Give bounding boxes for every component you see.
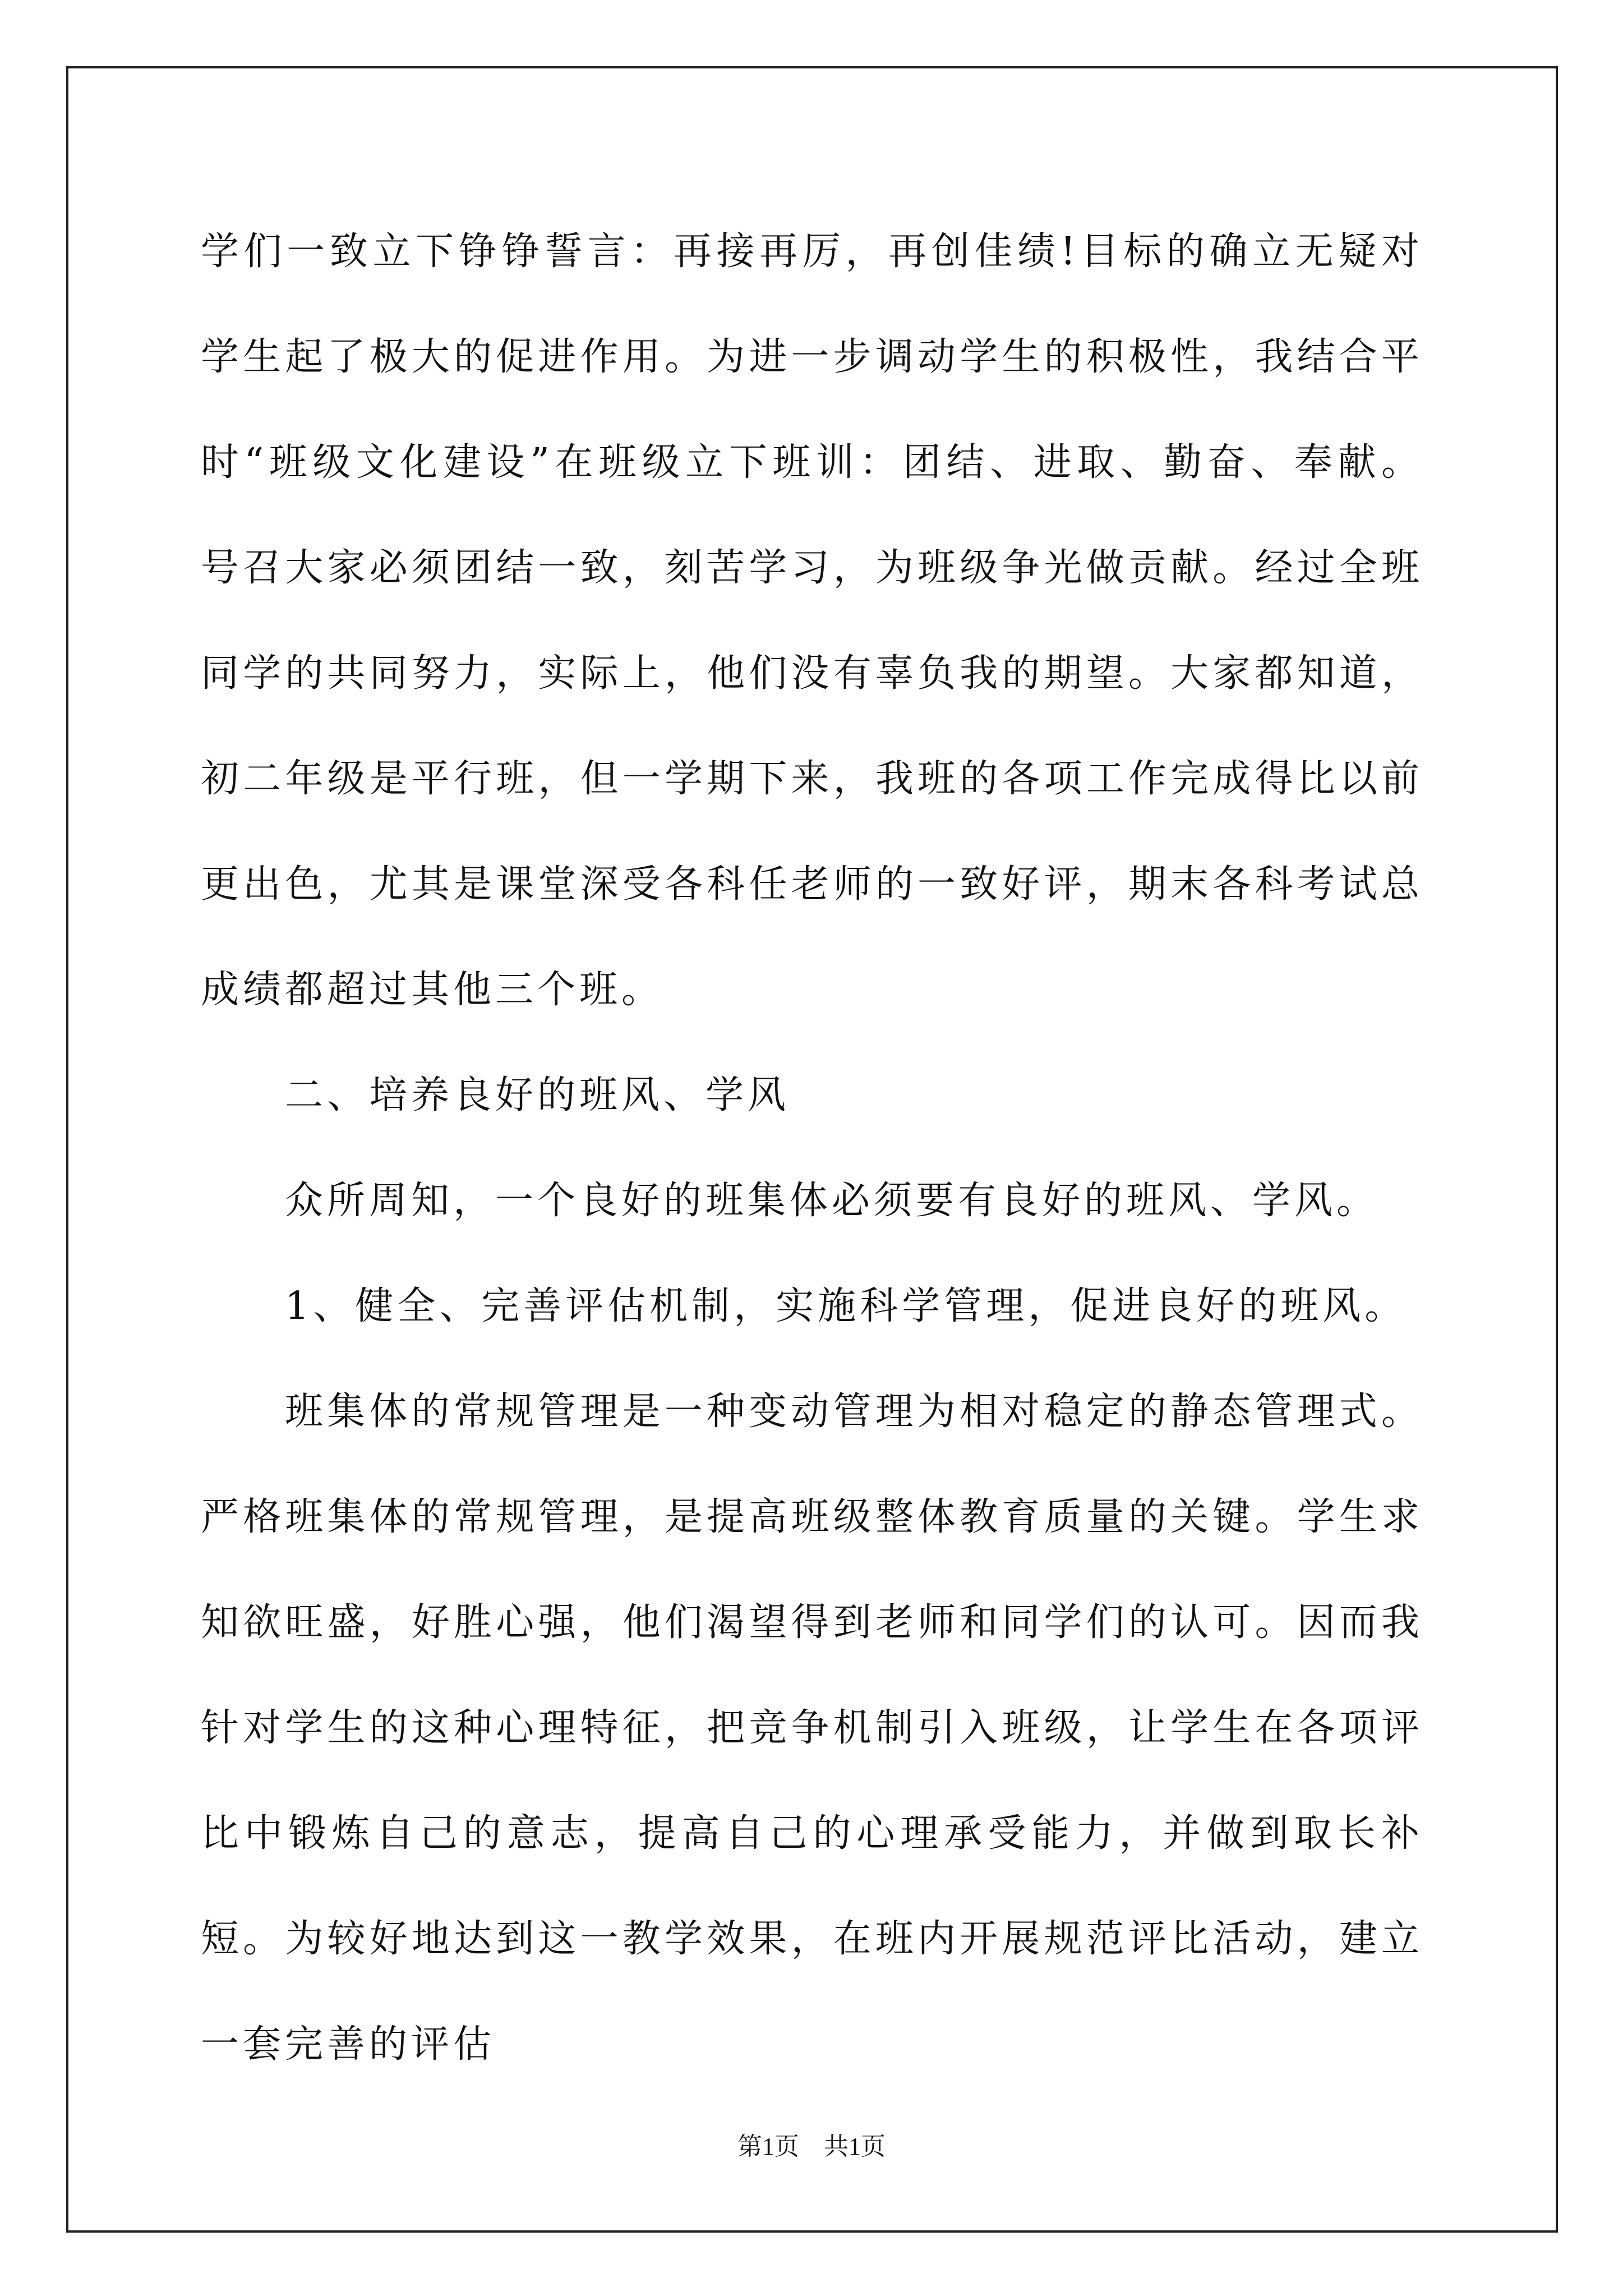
- subsection-heading: 1、健全、完善评估机制，实施科学管理，促进良好的班风。: [285, 1284, 1407, 1328]
- document-body: [201, 199, 1423, 2097]
- section-heading: 二、培养良好的班风、学风: [285, 1073, 790, 1117]
- paragraph-continuation: 学们一致立下铮铮誓言：再接再厉，再创佳绩!目标的确立无疑对学生起了极大的促进作用。为进一步调动学生的积极性，我结合平时“班级文化建设”在班级立下班训：团结、进取、勤奋、奉献。号召大家必须团结一致，刻苦学习，为班级争光做贡献。经过全班同学的共同努力，实际上，他们没有辜负我的期望。大家都知道，初二年级是平行班，但一学期下来，我班的各项工作完成得比以前更出色，尤其是课堂深受各科任老师的一致好评，期末各科考试总成绩都超过其他三个班。: [201, 229, 1424, 1012]
- page-footer: 第1页 共1页: [737, 2133, 886, 2160]
- paragraph-body: 班集体的常规管理是一种变动管理为相对稳定的静态管理式。严格班集体的常规管理，是提高班级整体教育质量的关键。学生求知欲旺盛，好胜心强，他们渴望得到老师和同学们的认可。因而我针对学生的这种心理特征，把竞争机制引入班级，让学生在各项评比中锻炼自己的意志，提高自己的心理承受能力，并做到取长补短。为较好地达到这一教学效果，在班内开展规范评比活动，建立一套完善的评估: [201, 1389, 1423, 2067]
- paragraph-intro: 众所周知，一个良好的班集体必须要有良好的班风、学风。: [285, 1179, 1379, 1223]
